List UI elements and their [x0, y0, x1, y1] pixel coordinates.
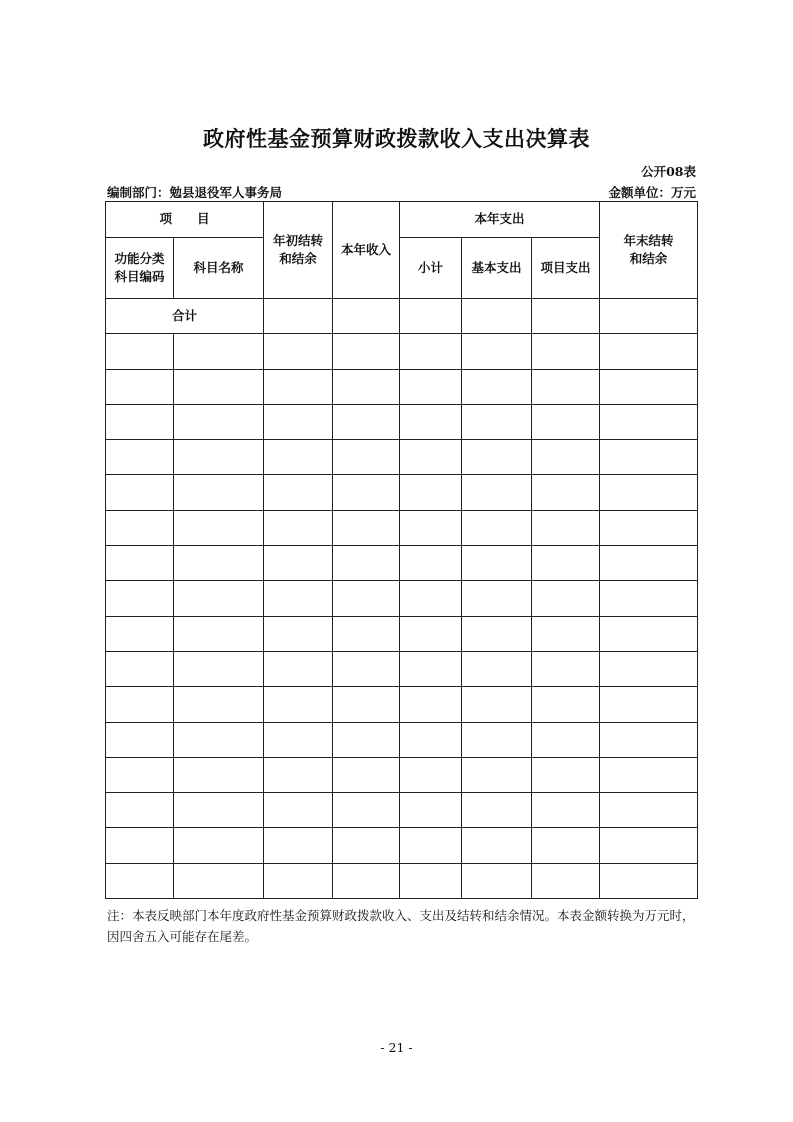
header-income: 本年收入	[333, 202, 400, 299]
table-cell	[600, 722, 698, 757]
table-cell	[462, 404, 532, 439]
table-cell	[532, 722, 600, 757]
form-number: 公开08表	[641, 164, 696, 179]
table-cell	[462, 687, 532, 722]
header-expense: 本年支出	[400, 202, 600, 238]
table-cell	[174, 404, 264, 439]
header-subtotal: 小计	[400, 238, 462, 299]
table-cell	[333, 334, 400, 369]
table-cell	[600, 863, 698, 898]
table-row	[106, 581, 698, 616]
table-cell	[174, 757, 264, 792]
table-cell	[333, 546, 400, 581]
header-func-code: 功能分类 科目编码	[106, 238, 174, 299]
header-basic-expense: 基本支出	[462, 238, 532, 299]
table-cell	[174, 687, 264, 722]
table-cell	[174, 440, 264, 475]
table-cell	[264, 546, 333, 581]
table-cell	[174, 651, 264, 686]
table-cell	[174, 793, 264, 828]
table-cell	[106, 793, 174, 828]
amount-unit-label: 金额单位：万元	[608, 185, 696, 200]
table-cell	[532, 510, 600, 545]
table-cell	[106, 687, 174, 722]
table-cell	[106, 546, 174, 581]
table-cell	[333, 722, 400, 757]
table-cell	[333, 440, 400, 475]
table-row	[106, 616, 698, 651]
table-row	[106, 510, 698, 545]
table-cell	[462, 757, 532, 792]
table-cell	[264, 651, 333, 686]
table-cell	[174, 581, 264, 616]
table-row	[106, 828, 698, 863]
table-cell	[400, 369, 462, 404]
table-cell	[333, 581, 400, 616]
table-cell	[264, 369, 333, 404]
table-cell	[106, 510, 174, 545]
table-cell	[264, 722, 333, 757]
table-cell	[600, 793, 698, 828]
table-cell	[532, 334, 600, 369]
table-cell	[106, 475, 174, 510]
table-cell	[462, 616, 532, 651]
table-cell	[400, 757, 462, 792]
table-cell	[400, 687, 462, 722]
table-cell	[600, 369, 698, 404]
table-cell	[106, 369, 174, 404]
total-label: 合计	[106, 299, 264, 334]
table-cell	[174, 722, 264, 757]
table-cell	[462, 440, 532, 475]
table-cell	[400, 722, 462, 757]
table-cell	[600, 475, 698, 510]
table-cell	[600, 510, 698, 545]
table-cell	[106, 863, 174, 898]
table-cell	[106, 757, 174, 792]
table-cell	[264, 334, 333, 369]
budget-table	[105, 201, 698, 899]
table-cell	[174, 863, 264, 898]
page-number: - 21 -	[380, 1040, 413, 1055]
table-cell	[333, 369, 400, 404]
table-cell	[333, 828, 400, 863]
table-cell	[532, 651, 600, 686]
table-cell	[333, 616, 400, 651]
table-cell	[600, 334, 698, 369]
table-cell	[532, 687, 600, 722]
header-item: 项 目	[106, 202, 264, 238]
table-row	[106, 757, 698, 792]
table-row	[106, 404, 698, 439]
table-cell	[462, 334, 532, 369]
table-row	[106, 863, 698, 898]
table-cell	[264, 404, 333, 439]
table-cell	[600, 687, 698, 722]
table-cell	[532, 863, 600, 898]
table-cell	[333, 475, 400, 510]
header-end-balance: 年末结转 和结余	[600, 202, 698, 299]
table-cell	[532, 757, 600, 792]
table-row	[106, 793, 698, 828]
table-cell	[600, 828, 698, 863]
table-cell	[400, 828, 462, 863]
table-cell	[333, 793, 400, 828]
table-cell	[174, 828, 264, 863]
table-cell	[264, 510, 333, 545]
table-row	[106, 334, 698, 369]
table-cell	[174, 510, 264, 545]
total-row	[106, 299, 698, 334]
table-cell	[532, 404, 600, 439]
table-cell	[400, 440, 462, 475]
table-cell	[333, 687, 400, 722]
table-cell	[600, 651, 698, 686]
table-cell	[532, 793, 600, 828]
table-cell	[333, 863, 400, 898]
table-cell	[106, 722, 174, 757]
table-cell	[462, 369, 532, 404]
table-cell	[532, 546, 600, 581]
table-cell	[400, 651, 462, 686]
table-cell	[174, 546, 264, 581]
table-cell	[532, 440, 600, 475]
table-cell	[532, 581, 600, 616]
table-cell	[462, 651, 532, 686]
table-cell	[462, 475, 532, 510]
table-cell	[264, 475, 333, 510]
table-cell	[333, 510, 400, 545]
table-cell	[106, 828, 174, 863]
table-cell	[264, 863, 333, 898]
table-cell	[400, 510, 462, 545]
table-cell	[462, 581, 532, 616]
table-cell	[264, 616, 333, 651]
table-cell	[333, 757, 400, 792]
table-cell	[532, 616, 600, 651]
table-cell	[532, 369, 600, 404]
table-cell	[600, 581, 698, 616]
table-cell	[106, 581, 174, 616]
table-cell	[400, 793, 462, 828]
table-cell	[400, 863, 462, 898]
table-row	[106, 687, 698, 722]
table-row	[106, 546, 698, 581]
table-cell	[462, 510, 532, 545]
table-cell	[264, 440, 333, 475]
table-cell	[462, 863, 532, 898]
table-cell	[532, 475, 600, 510]
table-cell	[400, 546, 462, 581]
table-cell	[106, 440, 174, 475]
table-cell	[333, 404, 400, 439]
table-cell	[174, 369, 264, 404]
table-cell	[264, 757, 333, 792]
table-cell	[462, 793, 532, 828]
header-project-expense: 项目支出	[532, 238, 600, 299]
table-cell	[106, 404, 174, 439]
table-cell	[600, 546, 698, 581]
table-cell	[400, 475, 462, 510]
table-row	[106, 440, 698, 475]
table-row	[106, 722, 698, 757]
department-label: 编制部门：勉县退役军人事务局	[107, 185, 283, 200]
table-cell	[264, 828, 333, 863]
table-row	[106, 651, 698, 686]
table-cell	[264, 793, 333, 828]
page-title: 政府性基金预算财政拨款收入支出决算表	[203, 127, 590, 151]
table-cell	[400, 616, 462, 651]
footnote: 注：本表反映部门本年度政府性基金预算财政拨款收入、支出及结转和结余情况。本表金额转换为万元时，因四舍五入可能存在尾差。	[107, 908, 695, 944]
table-cell	[400, 334, 462, 369]
table-row	[106, 369, 698, 404]
table-cell	[264, 581, 333, 616]
table-cell	[462, 722, 532, 757]
table-cell	[462, 546, 532, 581]
table-cell	[600, 757, 698, 792]
table-cell	[462, 828, 532, 863]
table-cell	[532, 828, 600, 863]
header-begin-balance: 年初结转 和结余	[264, 202, 333, 299]
table-cell	[174, 616, 264, 651]
table-cell	[600, 440, 698, 475]
header-subject-name: 科目名称	[174, 238, 264, 299]
table-cell	[174, 334, 264, 369]
table-cell	[106, 651, 174, 686]
table-cell	[106, 334, 174, 369]
table-cell	[400, 404, 462, 439]
table-cell	[600, 404, 698, 439]
table-cell	[333, 651, 400, 686]
table-cell	[600, 616, 698, 651]
table-cell	[264, 687, 333, 722]
table-cell	[106, 616, 174, 651]
table-cell	[400, 581, 462, 616]
table-row	[106, 475, 698, 510]
table-cell	[174, 475, 264, 510]
